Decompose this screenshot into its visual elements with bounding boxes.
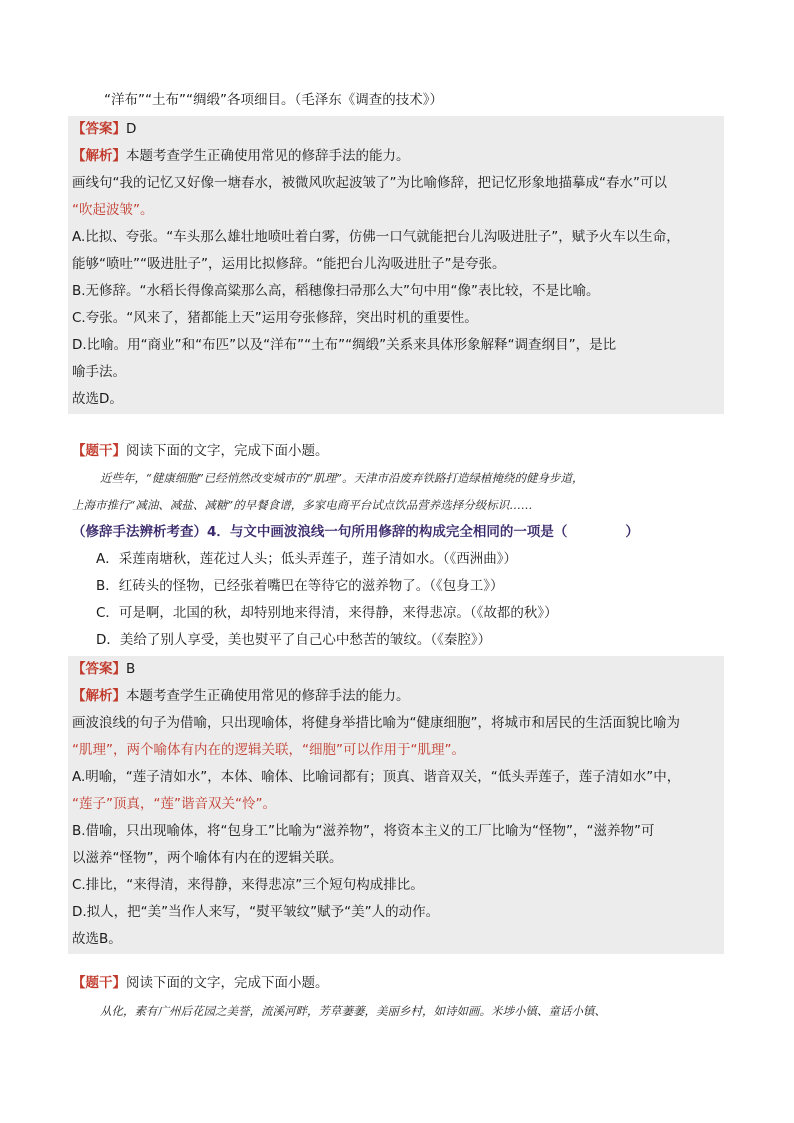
- option-d: D．美给了别人享受，美也熨平了自己心中愁苦的皱纹。（《秦腔》）: [96, 632, 492, 648]
- analysis-text: C.夸张。“风来了，猪都能上天”运用夸张修辞，突出时机的重要性。: [72, 310, 478, 326]
- answer-line: [72, 656, 722, 683]
- answer-tag: 【答案】: [72, 661, 126, 677]
- analysis-text: 以滋养“怪物”，两个喻体有内在的逻辑关联。: [72, 850, 343, 866]
- analysis-text: A.比拟、夸张。“车头那么雄壮地喷吐着白雾，仿佛一口气就能把台儿沟吸进肚子”，赋予火车以生命，: [72, 229, 680, 245]
- stem-tag: 【题干】: [72, 443, 126, 459]
- stem-tag: 【题干】: [72, 975, 126, 991]
- passage-line: 近些年，“健康细胞”已经悄然改变城市的“肌理”。天津市沿废弃铁路打造绿植掩绕的健身步道，: [100, 471, 584, 485]
- question-suffix: ）: [625, 524, 639, 540]
- analysis-text: “莲子”顶真，“莲”谐音双关“怜”。: [72, 796, 276, 812]
- analysis-text: D.拟人，把“美”当作人来写，“熨平皱纹”赋予“美”人的动作。: [72, 904, 440, 920]
- option-b: B．红砖头的怪物，已经张着嘴巴在等待它的滋养物了。（《包身工》）: [96, 578, 504, 594]
- analysis-text: “吹起波皱”。: [72, 202, 154, 218]
- analysis-text: 画线句“我的记忆又好像一塘春水，被微风吹起波皱了”为比喻修辞，把记忆形象地描摹成“春水”可以: [72, 175, 667, 191]
- analysis-line: [72, 683, 722, 710]
- analysis-text: 喻手法。: [72, 364, 126, 380]
- option-a: A．采莲南塘秋，莲花过人头；低头弄莲子，莲子清如水。（《西洲曲》）: [96, 551, 517, 567]
- analysis-text: C.排比，“来得清，来得静，来得悲凉”三个短句构成排比。: [72, 877, 424, 893]
- analysis-text: 能够“喷吐”“吸进肚子”，运用比拟修辞。“能把台儿沟吸进肚子”是夸张。: [72, 256, 506, 272]
- stem-text: 阅读下面的文字，完成下面小题。: [126, 975, 329, 991]
- analysis-intro: 本题考查学生正确使用常见的修辞手法的能力。: [126, 148, 410, 164]
- answer-value: B: [126, 661, 136, 677]
- analysis-text: 故选B。: [72, 931, 122, 947]
- answer-line: [72, 116, 722, 143]
- analysis-tag: 【解析】: [72, 688, 126, 704]
- answer-value: D: [126, 121, 137, 137]
- analysis-text: B.借喻，只出现喻体，将“包身工”比喻为“滋养物”，将资本主义的工厂比喻为“怪物”，“滋养物”可: [72, 823, 655, 839]
- analysis-line: [72, 143, 722, 170]
- answer-block-1: [68, 116, 724, 414]
- question-text: （修辞手法辨析考查）4．与文中画波浪线一句所用修辞的构成完全相同的一项是（: [72, 524, 568, 540]
- analysis-text: “肌理”，两个喻体有内在的逻辑关联，“细胞”可以作用于“肌理”。: [72, 742, 465, 758]
- analysis-text: 画波浪线的句子为借喻，只出现喻体，将健身举措比喻为“健康细胞”，将城市和居民的生活面貌比喻为: [72, 715, 680, 731]
- analysis-text: A.明喻，“莲子清如水”，本体、喻体、比喻词都有；顶真、谐音双关，“低头弄莲子，莲子清如水”中，: [72, 769, 681, 785]
- answer-block-2: [68, 656, 724, 954]
- stem-line: [72, 970, 724, 997]
- passage-line: 上海市推行“减油、减盐、减糖”的早餐食谱，多家电商平台试点饮品营养选择分级标识……: [72, 498, 533, 512]
- option-c: C．可是啊，北国的秋，却特别地来得清，来得静，来得悲凉。（《故都的秋》）: [96, 605, 558, 621]
- stem-text: 阅读下面的文字，完成下面小题。: [126, 443, 329, 459]
- question-line: [72, 519, 724, 546]
- answer-tag: 【答案】: [72, 121, 126, 137]
- stem-line: [72, 438, 724, 465]
- analysis-intro: 本题考查学生正确使用常见的修辞手法的能力。: [126, 688, 410, 704]
- analysis-tag: 【解析】: [72, 148, 126, 164]
- analysis-text: D.比喻。用“商业”和“布匹”以及“洋布”“土布”“绸缎”关系来具体形象解释“调查纲目”，是比: [72, 337, 617, 353]
- analysis-text: B.无修辞。“水稻长得像高粱那么高，稻穗像扫帚那么大”句中用“像”表比较，不是比喻。: [72, 283, 600, 299]
- top-line: “洋布”“土布”“绸缎”各项细目。（毛泽东《调查的技术》）: [104, 92, 443, 108]
- analysis-text: 故选D。: [72, 391, 123, 407]
- passage-line: 从化，素有广州后花园之美誉，流溪河畔，芳草萋萋，美丽乡村，如诗如画。米埗小镇、童话小镇、: [100, 1004, 606, 1018]
